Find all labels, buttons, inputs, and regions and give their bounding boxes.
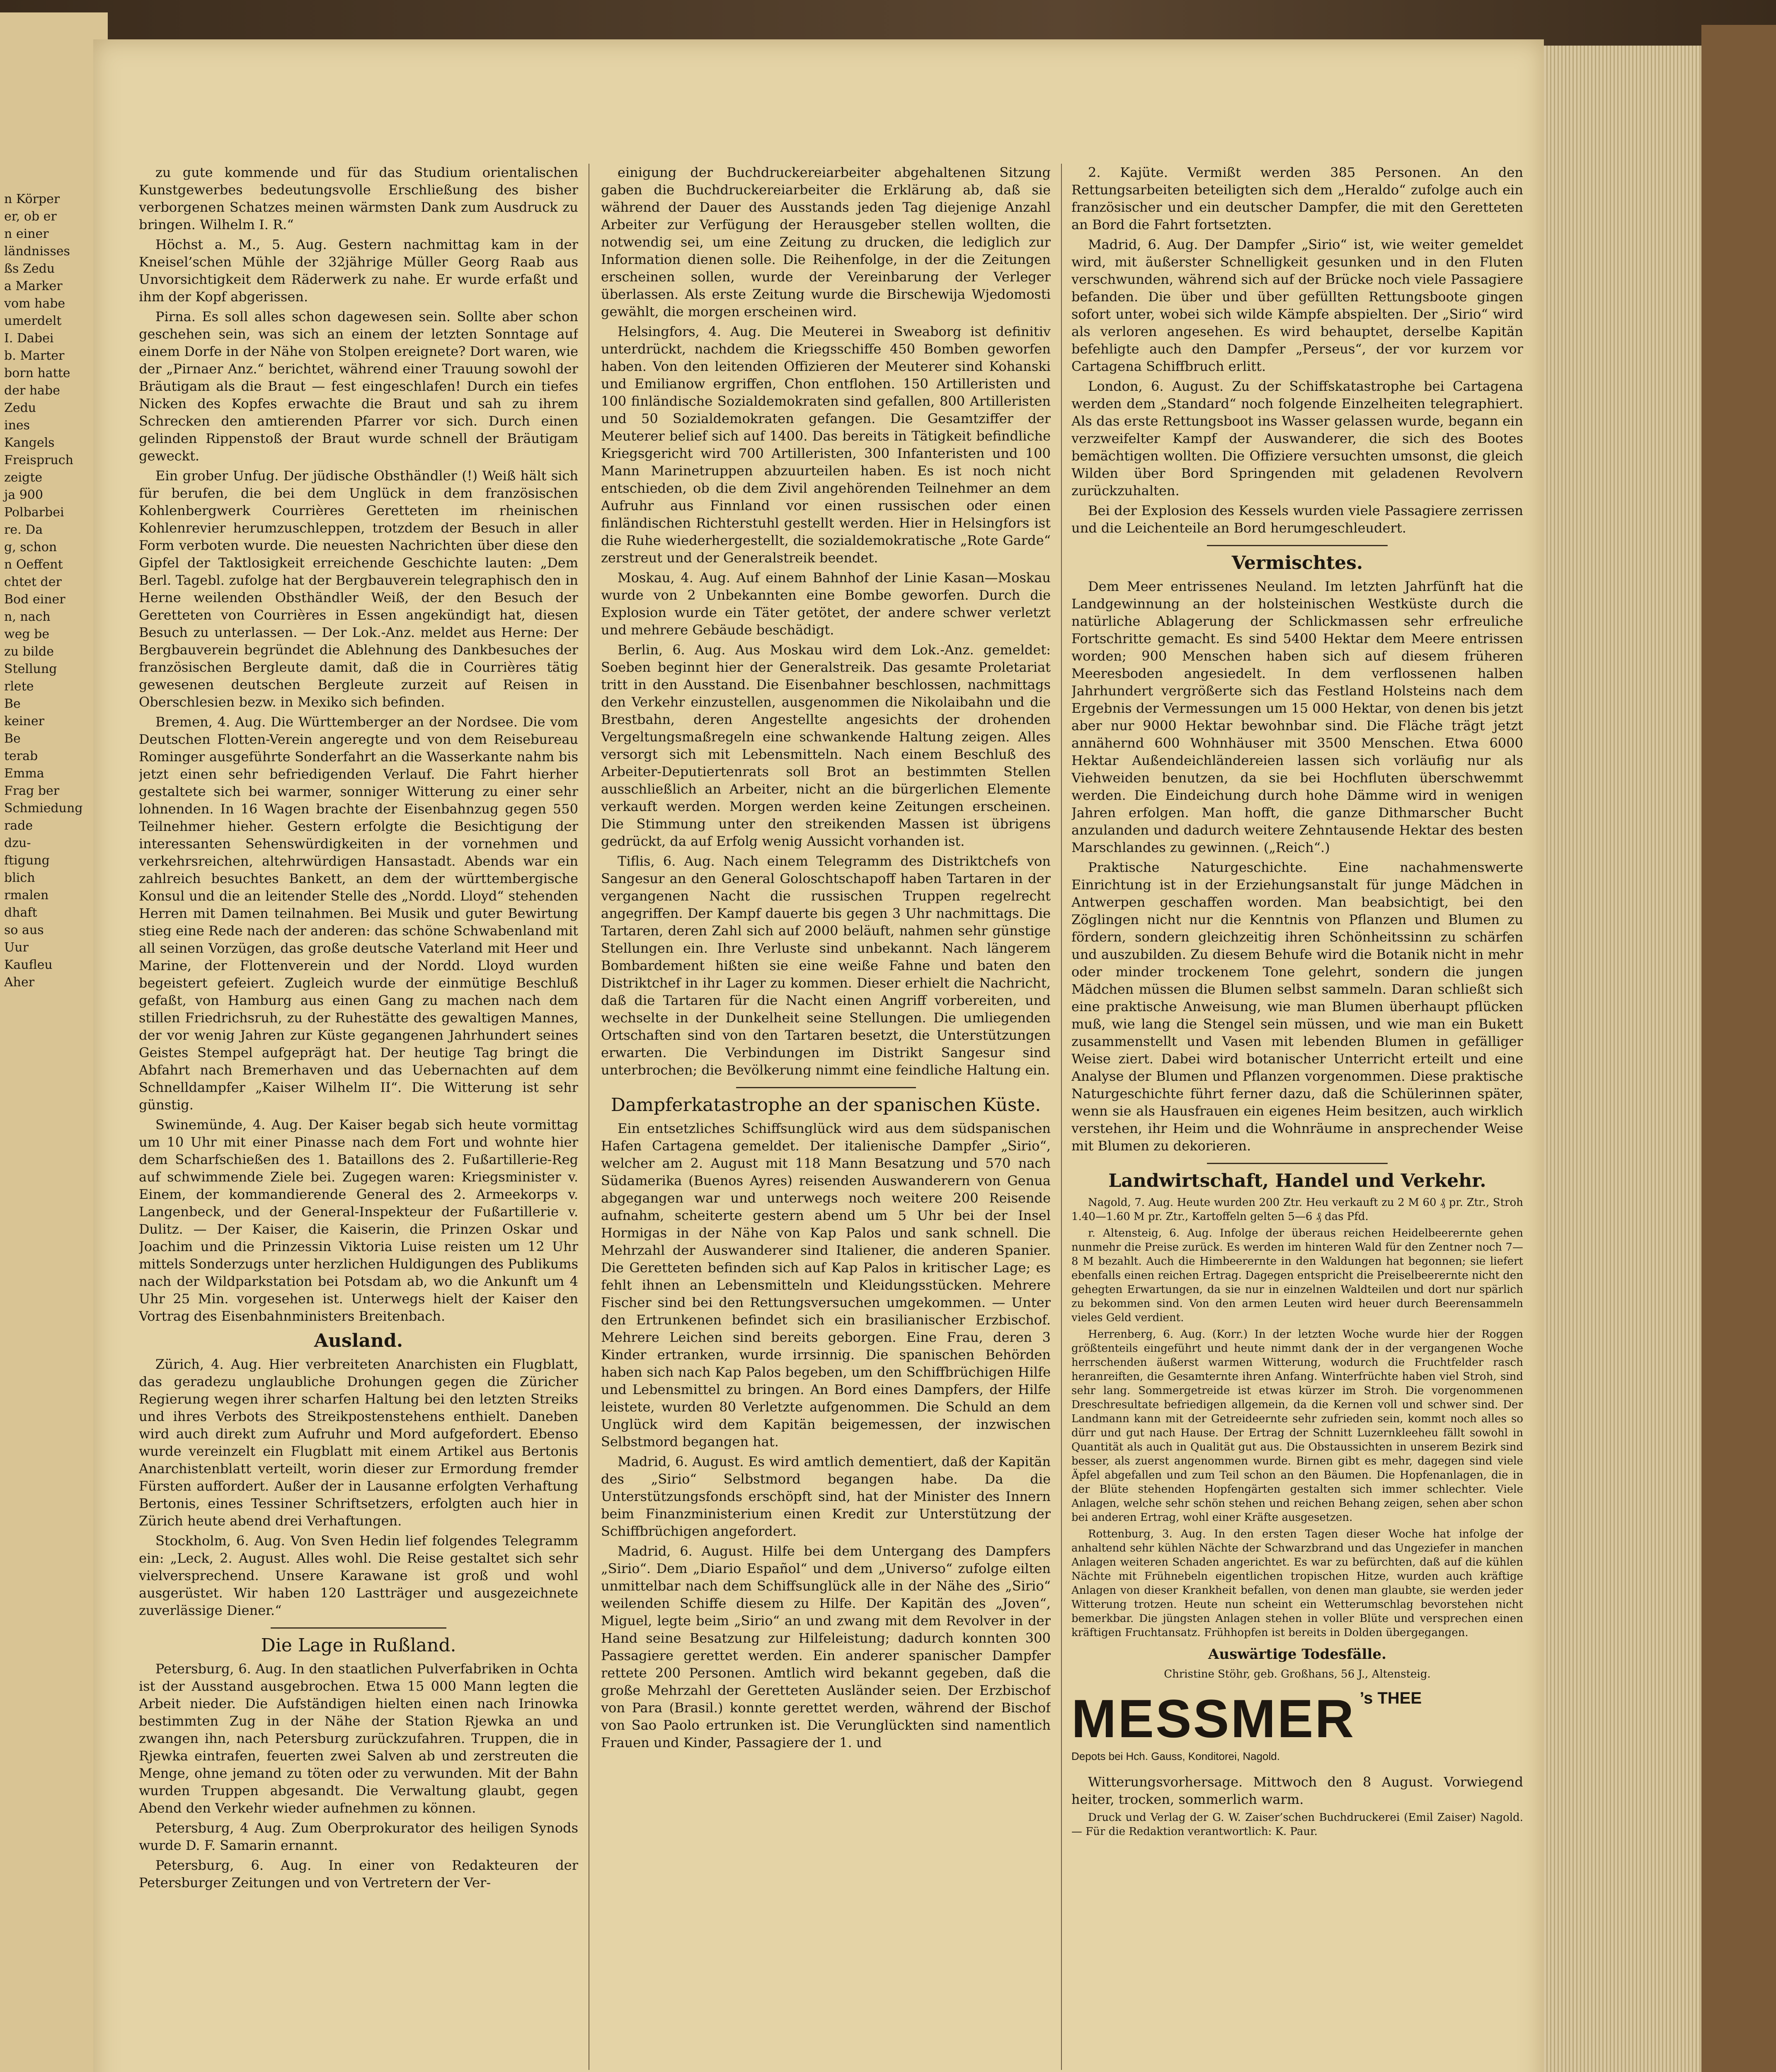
article-unfug: Ein grober Unfug. Der jüdische Obsthändler (!) Weiß hält sich für berufen, die bei dem Unglück in dem französischen Kohlenbergwerk Courrières Geretteten im rheinischen Kohlenrevier herumzuschleppen, trotzdem der Besuch in aller Form verboten wurde. Die neuesten Nachrichten über diese den Gipfel der Taktlosigkeit erreichende Geschichte lauten: „Dem Berl. Tagebl. zufolge hat der Bergbauverein telegraphisch den in Herne weilenden Obsthändler Weiß, der den Besuch der Geretteten von Courrières in Essen angekündigt hat, diesen Besuch zu unterlassen. — Der Lok.-Anz. meldet aus Herne: Der Bergbauverein begründet die Ablehnung des Dankbesuches der französischen Bergleute damit, daß die in Courrières tätig gewesenen deutschen Bergleute zurzeit auf Reisen in Oberschlesien bezw. in Mexiko sich befinden.	[139, 468, 578, 710]
article-stockholm: Stockholm, 6. Aug. Von Sven Hedin lief folgendes Telegramm ein: „Leck, 2. August. Alles wohl. Die Reise gestaltet sich sehr vielversprechend. Unsere Karawane ist groß und wohl ausgerüstet. Wir haben 120 Lastträger und ausgezeichnete zuverlässige Diener.“	[139, 1533, 578, 1618]
article-herrenberg: Herrenberg, 6. Aug. (Korr.) In der letzten Woche wurde hier der Roggen größtenteils eingeführt und heute nimmt dank der in der vergangenen Woche herrschenden äußerst warmen Witterung, wodurch die Fruchtfelder rasch heranreiften, die Gesamternte ihren Anfang. Winterfrüchte haben viel Stroh, sind sehr lang. Sommergetreide ist etwas kürzer im Stroh. Die vorgenommenen Dreschresultate befriedigen allgemein, da die Kernen voll und schwer sind. Der Landmann kann mit der Getreideernte sehr zufrieden sein, kommt noch alles so dürr und gut nach Hause. Der Ertrag der Schnitt Luzernkleeheu fällt sowohl in Quantität als auch in Qualität gut aus. Die Obstaussichten in unserem Bezirk sind besser, als zuerst angenommen wurde. Birnen gibt es mehr, dagegen sind viele Äpfel abgefallen und zum Teil schon an den Bäumen. Die Hopfenanlagen, die in der Blüte stehenden Hopfengärten gestalten sich immer schlechter. Viele Anlagen, welche sehr schön stehen und reichen Behang zeigen, sehen aber schon bei anderen Ertrag, wohl einer Kräfte ausgesetzen.	[1071, 1328, 1523, 1524]
left-fragment-line: Zedu	[4, 401, 36, 415]
left-fragment-line: n, nach	[4, 610, 51, 624]
left-fragment-line: Aher	[4, 975, 35, 990]
left-fragment-line: ländnisses	[4, 244, 70, 259]
left-fragment-line: Be	[4, 697, 21, 711]
section-heading-dampfer: Dampferkatastrophe an der spanischen Küste.	[611, 1094, 1041, 1116]
article-petersburg-1: Petersburg, 6. Aug. In den staatlichen Pulverfabriken in Ochta ist der Ausstand ausgebrochen. Etwa 15 000 Mann legten die Arbeit nieder. Die Aufständigen hielten einen nach Irinowka bestimmten Zug in der Nähe der Station Rjewka an und zwangen ihn, nach Petersburg zurückzufahren. Truppen, die in Rjewka eintrafen, feuerten zwei Salven ab und zerstreuten die Menge, ohne jemand zu töten oder zu verwunden. Mit der Bahn wurden Truppen abgesandt. Die Verwaltung glaubt, gegen Abend den Verkehr wieder aufnehmen zu können.	[139, 1661, 578, 1816]
page-edges	[1544, 46, 1701, 2072]
left-fragment-line: zeigte	[4, 470, 43, 485]
article-bremen: Bremen, 4. Aug. Die Württemberger an der Nordsee. Die vom Deutschen Flotten-Verein angeregte und von dem Reisebureau Rominger ausgeführte Sonderfahrt an die Wasserkante nahm bis jetzt einen sehr befriedigenden Verlauf. Die Fahrt hierher gestaltete sich bei warmer, sonniger Witterung zu einer sehr lohnenden. In 16 Wagen brachte der Eisenbahnzug gegen 550 Teilnehmer hieher. Gestern erfolgte die Besichtigung der interessanten Sehenswürdigkeiten in der vornehmen und verkehrsreichen, altehrwürdigen Hansastadt. Abends war ein zahlreich besuchtes Bankett, an dem der württembergische Konsul und die an leitender Stelle des „Nordd. Lloyd“ stehenden Herren mit Damen teilnahmen. Bei Musik und guter Bewirtung stieg eine Rede nach der anderen: das schöne Schwabenland mit all seinen Vorzügen, das große deutsche Vaterland mit Heer und Marine, der Flottenverein und der Nordd. Lloyd wurden begeistert gefeiert. Zugleich wurde der einmütige Beschluß gefaßt, von Hamburg aus einen Gang zu machen nach dem stillen Friedrichsruh, zu der Ruhestätte des gewaltigen Mannes, der vor wenig Jahren zur Küste gegangenen Jahrhundert seines Geistes Stempel aufgeprägt hat. Der heutige Tag bringt die Abfahrt nach Bremerhaven und das Uebernachten auf dem Schnelldampfer „Kaiser Wilhelm II“. Die Witterung ist sehr günstig.	[139, 714, 578, 1113]
article-zuerich: Zürich, 4. Aug. Hier verbreiteten Anarchisten ein Flugblatt, das geradezu unglaubliche Drohungen gegen die Züricher Regierung wegen ihrer scharfen Haltung bei den letzten Streiks und ihres Verbots des Streikpostenstehens enthielt. Daneben wird auch direkt zum Aufruhr und Mord aufgefordert. Ebenso wurde vereinzelt ein Flugblatt mit einem Artikel aus Bertonis Anarchistenblatt verteilt, worin dieser zur Ermordung fremder Fürsten auffordert. Außer der in Lausanne erfolgten Verhaftung Bertonis, eines Tessiner Schriftsetzers, erfolgten auch hier in Zürich heute abend drei Verhaftungen.	[139, 1356, 578, 1529]
left-page-fragment	[0, 12, 108, 2072]
article-schiffsunglueck: Ein entsetzliches Schiffsunglück wird aus dem südspanischen Hafen Cartagena gemeldet. Der italienische Dampfer „Sirio“, welcher am 2. August mit 118 Mann Besatzung und 570 nach Südamerika (Buenos Ayres) reisenden Auswanderern von Genua abgegangen war und unterwegs noch weitere 200 Reisende aufnahm, scheiterte gestern abend um 5 Uhr bei der Insel Hormigas in der Nähe von Kap Palos und sank schnell. Die Mehrzahl der Auswanderer sind Italiener, die anderen Spanier. Die Geretteten befinden sich auf Kap Palos in kritischer Lage; es fehlt ihnen an Lebensmitteln und Kleidungsstücken. Mehrere Fischer sind bei den Rettungsversuchen umgekommen. — Unter den Ertrunkenen befindet sich ein brasilianischer Erzbischof. Mehrere Leichen sind bereits geborgen. Eine Frau, deren 3 Kinder ertranken, wurde irrsinnig. Die spanischen Behörden haben sich nach Kap Palos begeben, um den Schiffbrüchigen Hilfe und Lebensmittel zu bringen. An Bord eines Dampfers, der Hilfe leistete, wurden 80 Verletzte aufgenommen. Die Schuld an dem Unglück wird dem Kapitän beigemessen, der inzwischen Selbstmord begangen hat.	[601, 1121, 1051, 1450]
left-fragment-line: Uur	[4, 940, 29, 955]
left-fragment-line: re. Da	[4, 523, 43, 537]
left-fragment-line: Emma	[4, 766, 44, 781]
book-cover	[1701, 25, 1776, 2072]
left-fragment-line: Kangels	[4, 436, 55, 450]
divider	[736, 1087, 916, 1088]
messmer-advertisement	[1071, 1690, 1523, 1765]
left-fragment-line: der habe	[4, 383, 60, 398]
divider	[1207, 1163, 1388, 1164]
column-rule	[1061, 164, 1062, 2070]
left-fragment-line: ines	[4, 418, 30, 433]
divider	[1207, 545, 1388, 546]
left-fragment-line: Kaufleu	[4, 958, 53, 972]
article-altensteig: r. Altensteig, 6. Aug. Infolge der überaus reichen Heidelbeerernte gehen nunmehr die Preise zurück. Es werden im hinteren Wald für den Zentner noch 7—8 M bezahlt. Auch die Himbeerernte in den Waldungen hat begonnen; sie liefert ebenfalls einen reichen Ertrag. Dagegen entspricht die Preiselbeerernte nicht den gehegten Erwartungen, da sie nur in einzelnen Waldteilen und dort nur spärlich zu bekommen sind. Von den armen Leuten wird heuer durch Beerensammeln vieles Geld verdient.	[1071, 1227, 1523, 1324]
left-fragment-line: born hatte	[4, 366, 70, 380]
article-madrid-3: Madrid, 6. Aug. Der Dampfer „Sirio“ ist, wie weiter gemeldet wird, mit äußerster Schnelligkeit gesunken und in den Fluten verschwunden, während sich auf der Brücke noch viele Passagiere befanden. Die über und über gefüllten Rettungsboote gingen sofort unter, wobei sich wilde Kämpfe abspielten. Der „Sirio“ wird als verloren angesehen. Es wird behauptet, derselbe Kapitän befehligte auch den Dampfer „Perseus“, der vor kurzem vor Cartagena Schiffbruch erlitt.	[1071, 237, 1523, 374]
left-fragment-line: Schmiedung	[4, 801, 83, 816]
left-page-text	[4, 191, 104, 991]
section-heading-todesfaelle: Auswärtige Todesfälle.	[1208, 1646, 1386, 1663]
imprint: Druck und Verlag der G. W. Zaiser’schen Buchdruckerei (Emil Zaiser) Nagold. — Für die Redaktion verantwortlich: K. Paur.	[1071, 1811, 1523, 1838]
ad-tagline: ’s THEE	[1359, 1689, 1422, 1707]
article-pirna: Pirna. Es soll alles schon dagewesen sein. Sollte aber schon geschehen sein, was sich an einem der letzten Sonntage auf einem Dorfe in der Nähe von Stolpen ereignete? Dort waren, wie der „Pirnaer Anz.“ berichtet, während einer Trauung sowohl der Bräutigam als die Braut — fest eingeschlafen! Durch ein tiefes Nicken des Kopfes erwachte die Braut und sah zu ihrem Schrecken den amtierenden Pfarrer vor sich. Durch einen gelinden Rippenstoß der Braut wurde schnell der Bräutigam geweckt.	[139, 309, 578, 464]
article-neuland: Dem Meer entrissenes Neuland. Im letzten Jahrfünft hat die Landgewinnung an der holsteinischen Westküste durch die natürliche Ablagerung der Schlickmassen sehr erfreuliche Fortschritte gemacht. Es sind 5400 Hektar dem Meere entrissen worden; 900 Menschen haben sich auf diesem früheren Meeresboden angesiedelt. In dem verflossenen halben Jahrhundert vergrößerte sich das Festland Holsteins nach dem Ergebnis der Vermessungen um 15 000 Hektar, von denen bis jetzt aber nur 9000 Hektar bewohnbar sind. Die Fläche trägt jetzt annähernd 600 Wohnhäuser mit 3500 Menschen. Etwa 6000 Hektar Außendeichländereien lassen sich vorläufig nur als Viehweiden benutzen, da sie bei Hochfluten überschwemmt werden. Die Eindeichung durch hohe Dämme wird in wenigen Jahren erfolgen. Man hofft, die ganze Dithmarscher Bucht anzulanden und dadurch weitere Zehntausende Hektar des besten Marschlandes zu gewinnen. („Reich“.)	[1071, 579, 1523, 855]
ad-brand: MESSMER	[1071, 1688, 1356, 1749]
article-petersburg-2: Petersburg, 4 Aug. Zum Oberprokurator des heiligen Synods wurde D. F. Samarin ernannt.	[139, 1820, 578, 1853]
left-fragment-line: keiner	[4, 714, 44, 729]
article-hoechst: Höchst a. M., 5. Aug. Gestern nachmittag kam in der Kneisel’schen Mühle der 32jährige Müller Georg Raab aus Unvorsichtigkeit dem Räderwerk zu nahe. Er wurde erfaßt und ihm der Kopf abgerissen.	[139, 237, 578, 305]
left-fragment-line: a Marker	[4, 279, 63, 293]
divider	[271, 1627, 446, 1629]
left-fragment-line: zu bilde	[4, 644, 54, 659]
article-moskau: Moskau, 4. Aug. Auf einem Bahnhof der Linie Kasan—Moskau wurde von 2 Unbekannten eine Bombe geworfen. Durch die Explosion wurde ein Täter getötet, der andere schwer verletzt und mehrere Gebäude beschädigt.	[601, 570, 1051, 638]
left-fragment-line: umerdelt	[4, 314, 62, 328]
column-1	[139, 164, 578, 2072]
left-fragment-line: I. Dabei	[4, 331, 54, 346]
column-3	[1071, 164, 1523, 2072]
article-kajuete: 2. Kajüte. Vermißt werden 385 Personen. An den Rettungsarbeiten beteiligten sich dem „Heraldo“ zufolge auch ein französischer und ein deutscher Dampfer, die mit den Geretteten an Bord die Fahrt fortsetzten.	[1071, 165, 1523, 232]
left-fragment-line: terab	[4, 749, 38, 763]
section-heading-russland: Die Lage in Rußland.	[261, 1635, 456, 1656]
article-swinemuende: Swinemünde, 4. Aug. Der Kaiser begab sich heute vormittag um 10 Uhr mit einer Pinasse nach dem Fort und wohnte hier dem Scharfschießen des 1. Bataillons des 2. Fußartillerie-Reg auf schwimmende Ziele bei. Zugegen waren: Kriegsminister v. Einem, der kommandierende General des 2. Armeekorps v. Langenbeck, und der General-Inspekteur der Fußartillerie v. Dulitz. — Der Kaiser, die Kaiserin, die Prinzen Oskar und Joachim und die Prinzessin Viktoria Luise reisten um 12 Uhr mittels Sonderzugs unter herzlichen Huldigungen des Publikums nach der Wildparkstation bei Potsdam ab, wo die Ankunft um 4 Uhr 25 Min. vorgesehen ist. Unterwegs hielt der Kaiser den Vortrag des Eisenbahnministers Breitenbach.	[139, 1117, 578, 1324]
left-fragment-line: blich	[4, 871, 35, 885]
left-fragment-line: ßs Zedu	[4, 261, 55, 276]
column-2	[601, 164, 1051, 2072]
left-fragment-line: ja 900	[4, 488, 43, 502]
left-fragment-line: Be	[4, 731, 21, 746]
left-fragment-line: dzu-	[4, 836, 31, 850]
article-tiflis: Tiflis, 6. Aug. Nach einem Telegramm des Distriktchefs von Sangesur an den General Goloschtschapoff haben Tartaren in der vergangenen Nacht die russischen Truppen regelrecht angegriffen. Der Kampf dauerte bis gegen 3 Uhr nachmittags. Die Tartaren, deren Zahl sich auf 2000 beläuft, nahmen sehr günstige Stellungen ein. Ihre Verluste sind unbekannt. Nach längerem Bombardement hißten sie eine weiße Fahne und baten den Distriktchef in ihr Lager zu kommen. Dieser erhielt die Nachricht, daß die Tartaren für die Nacht einen Angriff vorbereiten, und wechselte in der Dunkelheit seine Stellungen. Die umliegenden Ortschaften sind von den Tartaren besetzt, die Unterstützungen erwarten. Die Verbindungen im Distrikt Sangesur sind unterbrochen; die Bevölkerung nimmt eine feindliche Haltung ein.	[601, 853, 1051, 1078]
section-heading-landwirtschaft: Landwirtschaft, Handel und Verkehr.	[1108, 1170, 1486, 1191]
left-fragment-line: er, ob er	[4, 209, 57, 224]
left-fragment-line: rlete	[4, 679, 34, 694]
article-berlin: Berlin, 6. Aug. Aus Moskau wird dem Lok.-Anz. gemeldet: Soeben beginnt hier der Generalstreik. Das gesamte Proletariat tritt in den Ausstand. Die Eisenbahner beschlossen, nachmittags den Verkehr einzustellen, ausgenommen die Nikolaibahn und die Brestbahn, deren Angestellte angesichts der drohenden Vergeltungsmaßregeln eine schwankende Haltung zeigen. Alles versorgt sich mit Lebensmitteln. Nach einem Beschluß des Arbeiter-Deputiertenrats soll Brot an bestimmten Stellen ausschließlich an Arbeiter, nicht an die bürgerlichen Elemente verkauft werden. Morgen werden keine Zeitungen erscheinen. Die Stimmung unter den streikenden Massen ist übrigens gedrückt, da auf Erfolg wenig Aussicht vorhanden ist.	[601, 642, 1051, 849]
left-fragment-line: b. Marter	[4, 349, 65, 363]
left-fragment-line: g, schon	[4, 540, 57, 554]
left-fragment-line: Frag ber	[4, 784, 60, 798]
article-petersburg-3: Petersburg, 6. Aug. In einer von Redakteuren der Petersburger Zeitungen und von Vertretern der Ver-	[139, 1857, 578, 1890]
article-nagold: Nagold, 7. Aug. Heute wurden 200 Ztr. Heu verkauft zu 2 M 60 ₰ pr. Ztr., Stroh 1.40—1.60 M pr. Ztr., Kartoffeln gelten 5—6 ₰ das Pfd.	[1071, 1196, 1523, 1223]
article-london: London, 6. August. Zu der Schiffskatastrophe bei Cartagena werden dem „Standard“ noch folgende Einzelheiten telegraphiert. Als das erste Rettungsboot ins Wasser gelassen wurde, begann ein verzweifelter Kampf der Auswanderer, die sich des Bootes bemächtigen wollten. Die Offiziere versuchten umsonst, die gleich Wilden über Bord Springenden mit geladenen Revolvern zurückzuhalten.	[1071, 378, 1523, 499]
article-explosion: Bei der Explosion des Kessels wurden viele Passagiere zerrissen und die Leichenteile an Bord herumgeschleudert.	[1071, 503, 1523, 536]
left-fragment-line: n Oeffent	[4, 557, 63, 572]
article-madrid-2: Madrid, 6. August. Hilfe bei dem Untergang des Dampfers „Sirio“. Dem „Diario Español“ und dem „Universo“ zufolge eilten unmittelbar nach dem Schiffsunglück alle in der Nähe des „Sirio“ weilenden Schiffe diesem zu Hilfe. Der Kapitän des „Joven“, Miguel, legte beim „Sirio“ an und zwang mit dem Revolver in der Hand seine Besatzung zur Hilfeleistung; dadurch konnten 300 Passagiere gerettet werden. Ein anderer spanischer Dampfer rettete 200 Personen. Amtlich wird bekannt gegeben, daß die große Mehrzahl der Geretteten Ausländer seien. Der Erzbischof von Para (Brasil.) konnte gerettet werden, während der Bischof von Sao Paolo ertrunken ist. Die Verunglückten sind namentlich Frauen und Kinder, Passagiere der 1. und	[601, 1543, 1051, 1750]
left-fragment-line: rade	[4, 818, 33, 833]
article-madrid-1: Madrid, 6. August. Es wird amtlich dementiert, daß der Kapitän des „Sirio“ Selbstmord begangen habe. Da die Unterstützungsfonds erschöpft sind, hat der Minister des Innern beim Finanzministerium einen Kredit zur Unterstützung der Schiffbrüchigen angefordert.	[601, 1454, 1051, 1539]
left-fragment-line: Polbarbei	[4, 505, 64, 520]
left-fragment-line: n einer	[4, 227, 49, 241]
article-helsingfors: Helsingfors, 4. Aug. Die Meuterei in Sweaborg ist definitiv unterdrückt, nachdem die Kriegsschiffe 450 Bomben geworfen haben. Von den leitenden Offizieren der Meuterer sind Kohanski und Emilianow ergriffen, Chon entflohen. 150 Artilleristen und 100 finländische Sozialdemokraten sind gefallen, 800 Artilleristen und 50 Sozialdemokraten gefangen. Die Gesamtziffer der Meuterer belief sich auf 1400. Das bereits in Tätigkeit befindliche Kriegsgericht wird 700 Artilleristen, 300 Infanteristen und 100 Mann Marinetruppen abzuurteilen haben. Es ist noch nicht entschieden, ob die dem Zivil angehörenden Teilnehmer an dem Aufruhr aus Finnland vor einen russischen oder einen finländischen Richterstuhl gestellt werden. Hier in Helsingfors ist die Ruhe wiederhergestellt, die sozialdemokratische „Rote Garde“ zerstreut und der Generalstreik beendet.	[601, 324, 1051, 566]
left-fragment-line: chtet der	[4, 575, 62, 589]
left-fragment-line: Bod einer	[4, 592, 65, 607]
left-fragment-line: weg be	[4, 627, 50, 641]
left-fragment-line: dhaft	[4, 905, 37, 920]
ad-depot: Depots bei Hch. Gauss, Konditorei, Nagold.	[1071, 1750, 1280, 1762]
left-fragment-line: ftigung	[4, 853, 50, 868]
left-fragment-line: rmalen	[4, 888, 49, 903]
article-naturgeschichte: Praktische Naturgeschichte. Eine nachahmenswerte Einrichtung ist in der Erziehungsanstalt für junge Mädchen in Antwerpen geschaffen worden. Man beabsichtigt, bei den Zöglingen nicht nur die Kenntnis von Pflanzen und Blumen zu fördern, sondern gleichzeitig ihren Schönheitssinn zu schärfen und auszubilden. Zu diesem Behufe wird die Botanik nicht in mehr oder minder trockenem Tone gelehrt, sondern die jungen Mädchen müssen die Blumen selbst sammeln. Daran schließt sich eine praktische Anweisung, wie man Blumen überhaupt pflücken muß, wie lang die Stengel sein müssen, und wie man ein Bukett zusammenstellt und Vasen mit lebenden Blumen in gefälliger Weise ziert. Dabei wird botanischer Unterricht erteilt und eine Analyse der Blumen und Pflanzen vorgenommen. Diese praktische Naturgeschichte führt ferner dazu, daß die Schülerinnen später, wenn sie als Hausfrauen ein eigenes Heim besitzen, auch wirklich verstehen, ihr Heim und die Wohnräume in ansprechender Weise mit Blumen zu dekorieren.	[1071, 859, 1523, 1154]
death-notice: Christine Stöhr, geb. Großhans, 56 J., Altensteig.	[1164, 1668, 1431, 1680]
section-heading-ausland: Ausland.	[314, 1330, 403, 1351]
left-fragment-line: Stellung	[4, 662, 57, 676]
article-rottenburg: Rottenburg, 3. Aug. In den ersten Tagen dieser Woche hat infolge der anhaltend sehr kühlen Nächte der Schwarzbrand und das Ungeziefer in manchen Anlagen weiteren Schaden angerichtet. Es war zu befürchten, daß auf die kühlen Nächte mit Frühnebeln eigentlichen tropischen Hitze, wurden auch kräftige Anlagen von dieser Krankheit befallen, von denen man glaubte, sie werden jeder Witterung trotzen. Heute nun scheint ein Wetterumschlag bevorstehen nicht bemerkbar. Die jüngsten Anlagen stehen in voller Blüte und versprechen einen kräftigen Fruchtansatz. Frühhopfen ist bereits in Dolden übergegangen.	[1071, 1528, 1523, 1639]
article-buchdrucker: einigung der Buchdruckereiarbeiter abgehaltenen Sitzung gaben die Buchdruckereiarbeiter die Erklärung ab, daß sie während der Dauer des Ausstands jeden Tag diejenige Anzahl Arbeiter zur Verfügung der Herausgeber stellen wollten, die notwendig sei, um eine Zeitung zu drucken, die lediglich zur Information dienen solle. Die Reihenfolge, in der die Zeitungen erscheinen sollen, wurde der Vereinbarung der Verleger überlassen. Als erste Zeitung wurde die Birschewija Wjedomosti gewählt, die morgen erscheinen wird.	[601, 165, 1051, 320]
section-heading-vermischtes: Vermischtes.	[1231, 552, 1363, 574]
left-fragment-line: so aus	[4, 923, 44, 937]
left-fragment-line: Freispruch	[4, 453, 73, 467]
article-intro: zu gute kommende und für das Studium orientalischen Kunstgewerbes bedeutungsvolle Erschließung des bisher verborgenen Schatzes meinen wärmsten Dank zum Ausdruck zu bringen. Wilhelm I. R.“	[139, 165, 578, 232]
weather-forecast: Witterungsvorhersage. Mittwoch den 8 August. Vorwiegend heiter, trocken, sommerlich warm.	[1071, 1774, 1523, 1807]
left-fragment-line: vom habe	[4, 296, 65, 311]
left-fragment-line: n Körper	[4, 192, 60, 206]
